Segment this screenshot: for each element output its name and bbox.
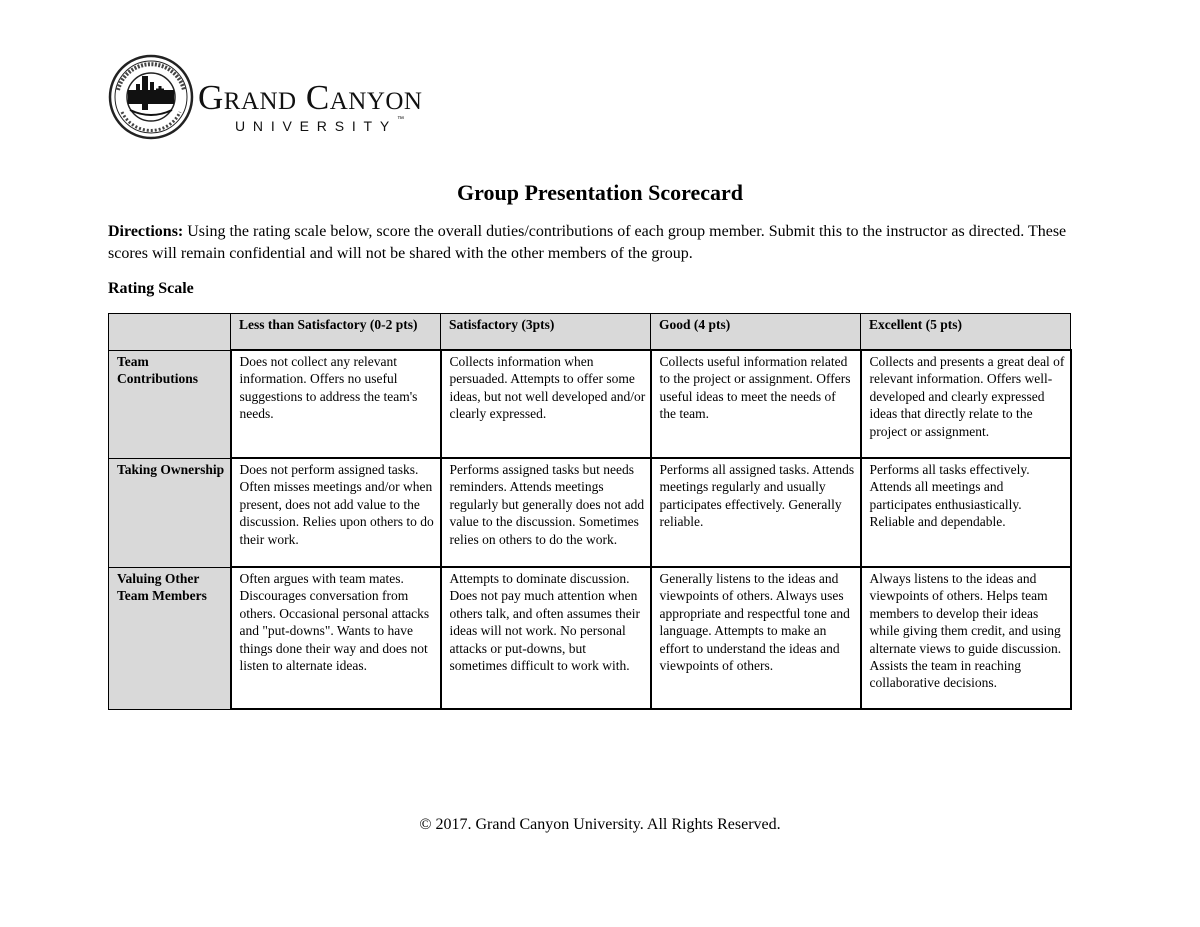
row-header: Taking Ownership (109, 458, 231, 567)
table-cell: Does not perform assigned tasks. Often misses meetings and/or when present, does not add value to the discussion. Relies upon others to do their work. (231, 458, 441, 567)
rating-scale-heading: Rating Scale (108, 280, 194, 297)
column-header: Good (4 pts) (651, 314, 861, 351)
page-title: Group Presentation Scorecard (457, 180, 743, 205)
directions-paragraph (108, 221, 1093, 265)
table-cell: Collects information when persuaded. Attempts to offer some ideas, but not well developed and/or clearly expressed. (441, 350, 651, 458)
directions-label: Directions: (108, 223, 184, 240)
column-header: Satisfactory (3pts) (441, 314, 651, 351)
table-row (109, 567, 1071, 709)
table-cell: Performs all tasks effectively. Attends all meetings and participates enthusiastically. Reliable and dependable. (861, 458, 1071, 567)
table-cell: Collects and presents a great deal of relevant information. Offers well-developed and clearly expressed ideas that directly relate to the project or assignment. (861, 350, 1071, 458)
table-header-row (109, 314, 1071, 351)
row-header: Team Contributions (109, 350, 231, 458)
table-row (109, 350, 1071, 458)
table-cell: Collects useful information related to the project or assignment. Offers useful ideas to meet the needs of the team. (651, 350, 861, 458)
university-wordmark (198, 80, 422, 134)
column-header: Less than Satisfactory (0-2 pts) (231, 314, 441, 351)
directions-text: Using the rating scale below, score the overall duties/contributions of each group member. Submit this to the instructor as directed. These scores will remain confidential and will not be shared with the other members of the group. (108, 223, 1067, 262)
trademark-symbol: ™ (397, 116, 405, 123)
table-cell: Does not collect any relevant information. Offers no useful suggestions to address the team's needs. (231, 350, 441, 458)
table-cell: Always listens to the ideas and viewpoints of others. Helps team members to develop their ideas while giving them credit, and using alternate views to guide discussion. Assists the team in reaching collaborative decisions. (861, 567, 1071, 709)
table-corner-cell (109, 314, 231, 351)
university-subname: UNIVERSITY (235, 118, 398, 134)
copyright-footer: © 2017. Grand Canyon University. All Rights Reserved. (419, 816, 781, 833)
table-cell: Performs assigned tasks but needs reminders. Attends meetings regularly but generally does not add value to the discussion. Sometimes relies on others to do the work. (441, 458, 651, 567)
table-cell: Performs all assigned tasks. Attends meetings regularly and usually participates effectively. Generally reliable. (651, 458, 861, 567)
university-name: Grand Canyon (198, 78, 423, 117)
rating-scale-table (108, 313, 1072, 710)
row-header: Valuing Other Team Members (109, 567, 231, 709)
column-header: Excellent (5 pts) (861, 314, 1071, 351)
table-cell: Often argues with team mates. Discourages conversation from others. Occasional personal attacks and "put-downs". Wants to have things done their way and does not listen to alternate ideas. (231, 567, 441, 709)
table-row (109, 458, 1071, 567)
university-seal-icon (108, 54, 194, 140)
table-cell: Attempts to dominate discussion. Does not pay much attention when others talk, and often assumes their ideas will not work. No personal attacks or put-downs, but sometimes difficult to work with. (441, 567, 651, 709)
table-cell: Generally listens to the ideas and viewpoints of others. Always uses appropriate and respectful tone and language. Attempts to make an effort to understand the ideas and viewpoints of others. (651, 567, 861, 709)
